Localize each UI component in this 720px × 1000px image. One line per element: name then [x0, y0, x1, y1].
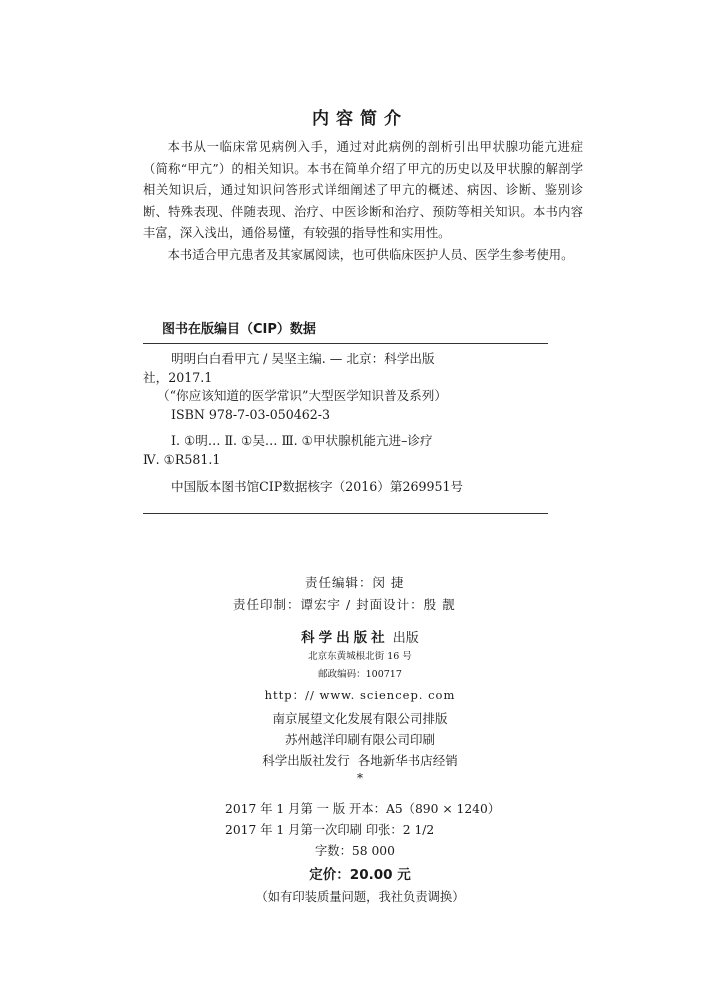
summary-paragraph-2: 本书适合甲亢患者及其家属阅读，也可供临床医护人员、医学生参考使用。: [167, 247, 574, 262]
printing-line: 2017 年 1 月第一次印刷 印张：2 1/2: [225, 823, 435, 837]
cip-classification-line: Ⅰ. ①明… Ⅱ. ①吴… Ⅲ. ①甲状腺机能亢进–诊疗: [171, 433, 433, 449]
edition-line: 2017 年 1 月第 一 版 开本：A5（890 × 1240）: [225, 802, 501, 816]
cip-isbn-line: ISBN 978-7-03-050462-3: [171, 406, 331, 422]
word-count: 字数：58 000: [315, 844, 395, 858]
cip-rule-bottom: [143, 513, 548, 514]
cip-series-line: （“你应该知道的医学常识”大型医学知识普及系列）: [157, 388, 447, 404]
summary-title: 内容简介: [312, 109, 408, 129]
summary-paragraph-1: 本书从一临床常见病例入手，通过对此病例的剖析引出甲状腺功能亢进症（简称“甲亢”）的相关知识。本书在简单介绍了甲亢的历史以及甲状腺的解剖学相关知识后，通过知识问答形式详细阐述了甲亢的概述、病因、诊断、鉴别诊断、特殊表现、伴随表现、治疗、中医诊断和治疗、预防等相关知识。本书内容丰富，深入浅出，通俗易懂，有较强的指导性和实用性。: [143, 140, 583, 241]
website: http：// www. sciencep. com: [264, 688, 456, 702]
responsible-editor: 责任编辑：闵 捷: [305, 575, 405, 590]
asterisk-separator: *: [357, 771, 363, 785]
summary-body: [143, 137, 583, 267]
publisher-logo: 科学出版社: [301, 630, 389, 646]
cip-verification-line: 中国版本图书馆CIP数据核字（2016）第269951号: [171, 478, 464, 494]
cip-rule-top: [143, 343, 548, 344]
return-note: （如有印装质量问题，我社负责调换）: [255, 890, 465, 904]
postcode: 邮政编码：100717: [318, 669, 402, 680]
cip-record: [143, 350, 548, 496]
distribution: 科学出版社发行 各地新华书店经销: [262, 753, 458, 768]
responsible-print-cover: 责任印制：谭宏宇 / 封面设计：殷 靓: [233, 597, 456, 612]
cip-classification-line-cont: Ⅳ. ①R581.1: [143, 451, 221, 467]
typesetting: 南京展望文化发展有限公司排版: [272, 711, 448, 726]
printing: 苏州越洋印刷有限公司印刷: [284, 732, 435, 747]
cip-heading: 图书在版编目（CIP）数据: [162, 322, 316, 337]
cip-title-line-cont: 社，2017.1: [143, 369, 213, 385]
publisher-line: [0, 626, 720, 646]
price: 定价：20.00 元: [309, 867, 411, 883]
publisher-address: 北京东黄城根北街 16 号: [308, 651, 412, 662]
publisher-suffix: 出版: [388, 631, 419, 646]
cip-title-line: 明明白白看甲亢 / 吴坚主编. — 北京：科学出版: [171, 351, 435, 366]
